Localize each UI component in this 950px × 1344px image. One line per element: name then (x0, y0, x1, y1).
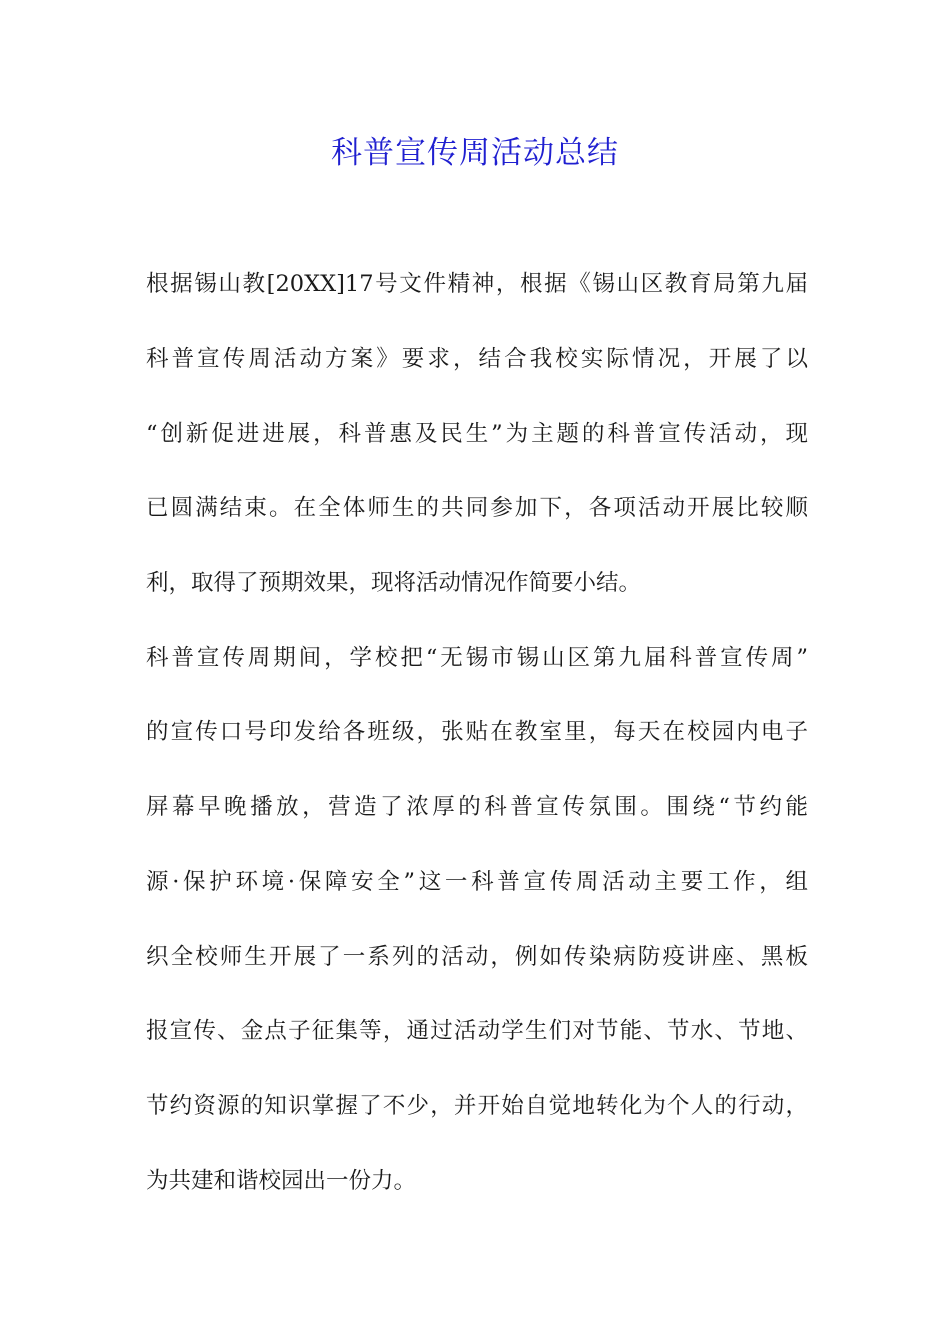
paragraph-2-line-2: 的宣传口号印发给各班级，张贴在教室里，每天在校园内电子 (146, 719, 808, 745)
paragraph-2-line-5: 织全校师生开展了一系列的活动，例如传染病防疫讲座、黑板 (146, 944, 808, 970)
paragraph-2-line-8: 为共建和谐校园出一份力。 (146, 1168, 417, 1194)
paragraph-2-line-7: 节约资源的知识掌握了不少，并开始自觉地转化为个人的行动， (146, 1093, 808, 1119)
paragraph-2-line-3: 屏幕早晚播放，营造了浓厚的科普宣传氛围。围绕“节约能 (146, 794, 808, 820)
paragraph-1-line-1: 根据锡山教[20XX]17号文件精神，根据《锡山区教育局第九届 (146, 271, 808, 297)
paragraph-2-line-4: 源·保护环境·保障安全”这一科普宣传周活动主要工作，组 (146, 869, 808, 895)
paragraph-1-line-4: 已圆满结束。在全体师生的共同参加下，各项活动开展比较顺 (146, 495, 808, 521)
paragraph-1-line-2: 科普宣传周活动方案》要求，结合我校实际情况，开展了以 (146, 346, 808, 372)
document-title: 科普宣传周活动总结 (331, 135, 619, 171)
paragraph-2-line-6: 报宣传、金点子征集等，通过活动学生们对节能、节水、节地、 (146, 1018, 808, 1044)
paragraph-2-line-1: 科普宣传周期间，学校把“无锡市锡山区第九届科普宣传周” (146, 645, 808, 671)
paragraph-1-line-3: “创新促进进展，科普惠及民生”为主题的科普宣传活动，现 (146, 421, 808, 447)
paragraph-1-line-5: 利，取得了预期效果，现将活动情况作简要小结。 (146, 570, 642, 596)
